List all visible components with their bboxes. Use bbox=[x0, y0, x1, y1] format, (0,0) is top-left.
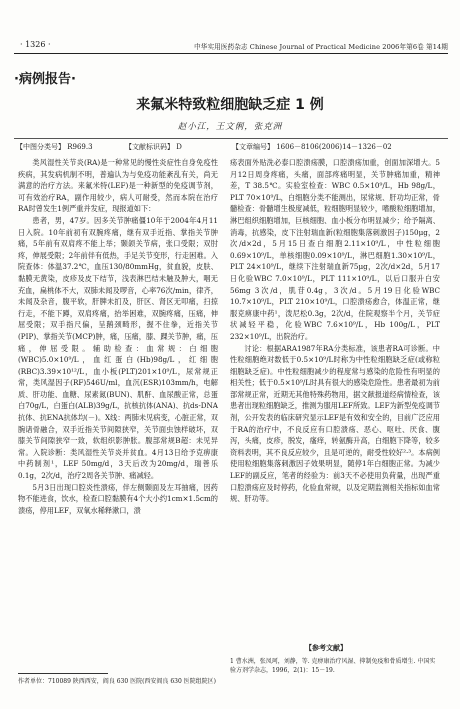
section-label: ·病例报告· bbox=[14, 72, 76, 87]
references-heading: 【参考文献】 bbox=[305, 644, 347, 652]
page-number: · 1326 · bbox=[20, 40, 51, 49]
body-paragraph: 讨论：根据ARA1987年RA分类标准，该患者RA可诊断。中性粒细胞绝对数低于0.5×10⁹/L时称为中性粒细胞缺乏症(或称粒细胞缺乏症)。中性粒细胞减少的程度常与感染的危险性有明显的相关性；低于0.5×10⁹/L时具有很大的感染危险性。患者最初为前部常规正常，近期无其他特殊药物用，据文献报道经病情检查，该患者出现粒细胞缺乏，推测为服用LEF所致。LEF为新型免疫调节剂，公开发表的临床研究显示LEF是有效和安全的，目前广泛应用于RA的治疗中，不良反应有口腔溃疡、恶心、呕吐、厌食、腹泻，头痛，皮疹，脱发，瘙痒，转氨酶升高，白细胞下降等，较多资料表明，其不良反应较少，且是可逆的，耐受性较好²·³。本病例使用粒细胞集落刺激因子效果明显，随停1年白细胞正常。为减少LEF的副反应，笔者的经验为：前3天不必使用负荷量，出现严重口腔溃疡应及时停药，化验血常规，以及定期监测相关指标如血常规、肝功等。 bbox=[230, 343, 440, 504]
author-affiliation: 作者单位：710089 陕西西安，阎良 630 医院(西安阎良 630 医院组院区) bbox=[18, 678, 217, 685]
reference-item: 1 曹水洲，张凤珂，刘静，等. 克痹康治疗风湿、抑制免疫和骨质增生. 中国实验方剂学杂志，1996，2(1)：15－19. bbox=[230, 658, 436, 674]
journal-name: 中华实用医药杂志 Chinese Journal of Practical Medicine 2006年第6卷 第14期 bbox=[194, 43, 448, 51]
body-column-left bbox=[18, 157, 218, 668]
footnote-rule bbox=[18, 673, 108, 674]
running-header bbox=[14, 40, 448, 54]
meta-rule bbox=[14, 138, 448, 139]
article-number: 【文章编号】 1606－8106(2006)14－1326－02 bbox=[232, 143, 392, 151]
body-paragraph: 患者，男，47岁。因多关节肿痛僵10年于2004年4月11日入院。10年前初有双腕疼痛，继有双手近指、掌指关节肿痛，5年前有双肩疼不能上举；颞颌关节病，张口受限；双肘疼，伸展受限；2年前伴有低热，手足关节变形，行走困难。入院查体：体温37.2℃，血压130/80mmHg，贫血貌，皮肤、黏膜无黄染，皮疹及皮下结节，浅表淋巴结未触及肿大，咽无充血，扁桃体不大，双肺未闻及啰音，心率76次/min，律齐，未闻及杂音，腹平软，肝脾未扪及，肝区、肾区无叩痛，扫掠行走，不能下蹲，双肩疼痛，抬举困难，双腕疼痛，压痛，伸屈受限；双手指尺偏，呈鹅颈畸形，握不住拳，近指关节(PIP)、掌指关节(MCP)肿，痛，压痛，膝、踝关节肿，痛，压痛，伸屈受限。辅助检查：血常规：白细胞(WBC)5.0×10⁹/L，血红蛋白(Hb)98g/L，红细胞(RBC)3.39×10¹²/L，血小板(PLT)201×10⁹/L，尿常规正常，类风湿因子(RF)546U/ml，血沉(ESR)103mm/h，电解质、肝功能、血糖、尿素氮(BUN)、肌酐、血尿酸正常，总蛋白70g/L，白蛋白(ALB)39g/L，抗核抗体(ANA)、抗ds-DNA抗体、抗ENA抗体均(－)。X线：两肺未见病变，心脏正常，双腕诸骨融合，双手近指关节间隙狭窄，关节面虫蚀样破坏，双膝关节间隙狭窄一致，软组织影肿胀。腹部常规B超：未见异常。入院诊断：类风湿性关节炎并贫血。4月13日给予克痹康中药制剂¹，LEF 50mg/d，3天后改为20mg/d，瑞善乐0.1g，2次/d，治疗2周各关节肿、痛减轻。 bbox=[18, 215, 218, 481]
article-authors: 赵小江，王文俐，张克洲 bbox=[177, 122, 283, 132]
article-title: 来氟米特致粒细胞缺乏症 1 例 bbox=[136, 97, 324, 113]
body-column-right bbox=[230, 157, 440, 639]
header-rule bbox=[14, 53, 448, 54]
clc-number: 【中图分类号】 R969.3 bbox=[16, 143, 93, 151]
body-paragraph: 疡表面外贴洗必泰口腔溃疡膜，口腔溃疡加重，创面加深增大。5月12日周身疼痛，头痛，面部疼痛明显，关节肿痛加重，精神差，T 38.5℃。实验室检查：WBC 0.5×10⁹/L，Hb 98g/L，PLT 70×10⁹/L，白细胞分类不能测出，尿常规、肝功均正常，骨髓检查：骨髓增生极度减低，粒细胞明显较少，嗜酸粒细胞增加，淋巴组织细胞增加，巨核细胞、血小板分布明显减少；给予隔离、消毒，抗感染，皮下注射瑞血新(粒细胞集落刺激因子)150μg，2次/d×2d，5月15日查白细胞2.11×10⁹/L，中性粒细胞0.69×10⁹/L，单核细胞0.09×10⁹/L，淋巴细胞1.30×10⁹/L，PLT 24×10⁹/L，继续下注射瑞血新75μg，2次/d×2d，5月17日化验WBC 7.0×10⁹/L，PLT 111×10⁹/L，以后口服升白安56mg 3次/d，肌苷0.4g，3次/d。5月19日化验WBC 10.7×10⁹/L，PLT 210×10⁹/L，口腔溃疡愈合，体温正常，继服克痹康中药¹，泼尼松0.3g，2次/d，住院观察半个月，关节症状减轻平稳，化验WBC 7.6×10⁹/L，Hb 100g/L，PLT 232×10⁹/L，出院治疗。 bbox=[230, 158, 440, 341]
body-paragraph: 类风湿性关节炎(RA)是一种常见的慢性炎症性自身免疫性疾病，其发病机制不明，普遍认为与免疫功能紊乱有关，尚无满意的治疗方法。来氟米特(LEF)是一种新型的免疫调节剂，可有效治疗RA，副作用较少，病人可耐受，然而本院在治疗RA时曾发生1例严重并发症，现报道如下： bbox=[18, 158, 218, 214]
document-code: 【文献标识码】 D bbox=[125, 143, 182, 151]
body-paragraph: 5月3日出现口腔炎性溃疡，伴左侧颞面及左耳抽痛，因药物不能进食，饮水，检查口腔黏膜有4个大小约1cm×1.5cm的溃疡，停用LEF，双氧水稀释漱口，溃 bbox=[18, 482, 218, 515]
